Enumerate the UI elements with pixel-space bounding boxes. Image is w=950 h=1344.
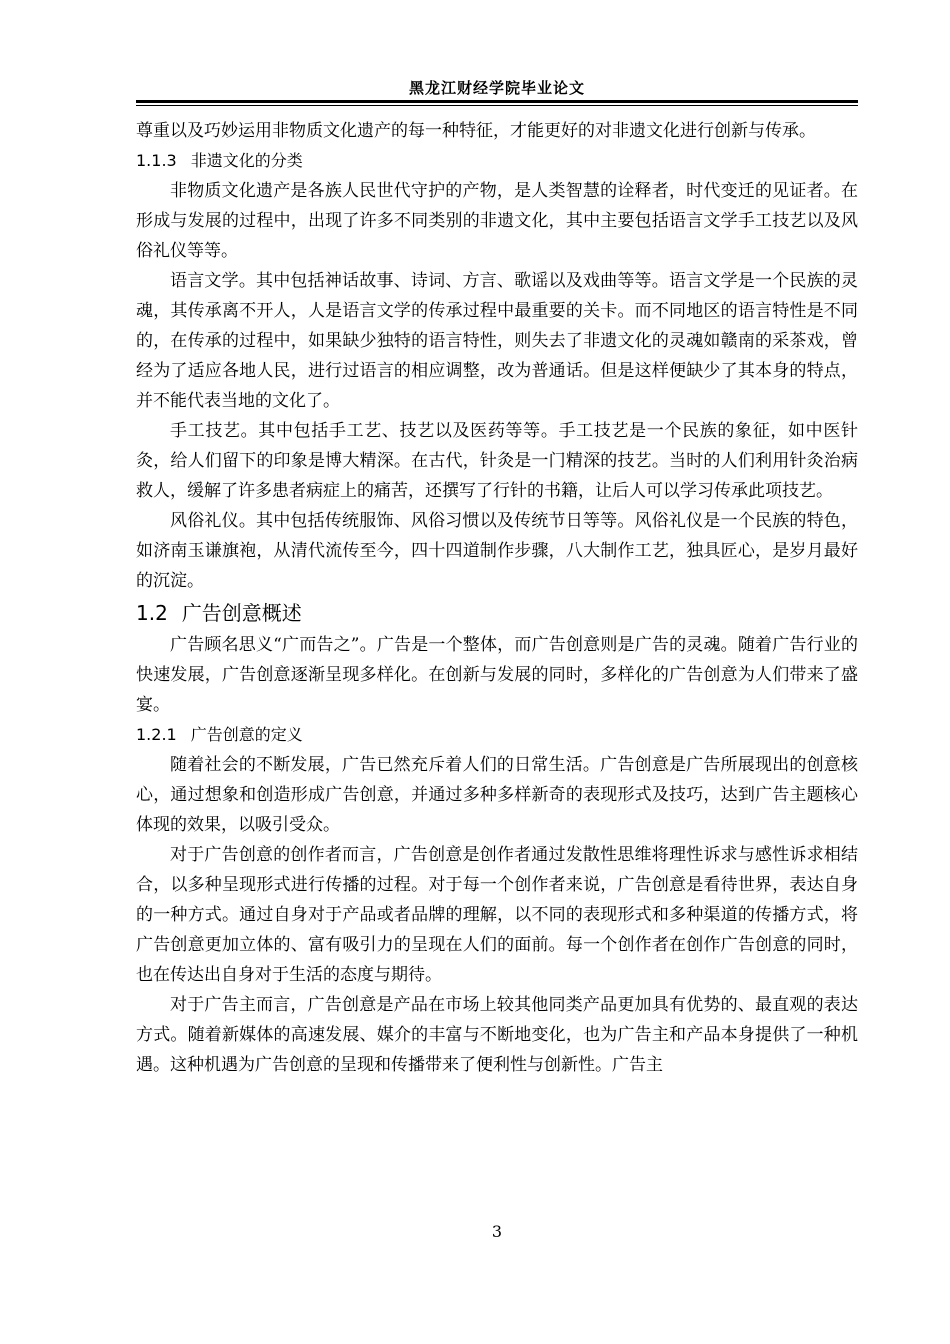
- section-title: 广告创意的定义: [190, 725, 303, 744]
- paragraph: 非物质文化遗产是各族人民世代守护的产物，是人类智慧的诠释者，时代变迁的见证者。在形成与发展的过程中，出现了许多不同类别的非遗文化，其中主要包括语言文学手工技艺以及风俗礼仪等等。: [136, 181, 858, 261]
- paragraph: 风俗礼仪。其中包括传统服饰、风俗习惯以及传统节日等等。风俗礼仪是一个民族的特色，如济南玉谦旗袍，从清代流传至今，四十四道制作步骤，八大制作工艺，独具匠心，是岁月最好的沉淀。: [136, 511, 858, 591]
- header-rule-thin: [136, 105, 858, 106]
- body-text: [136, 116, 858, 1080]
- section-heading-1-2: [136, 596, 858, 630]
- section-number: 1.1.3: [136, 151, 177, 170]
- paragraph: 语言文学。其中包括神话故事、诗词、方言、歌谣以及戏曲等等。语言文学是一个民族的灵魂，其传承离不开人，人是语言文学的传承过程中最重要的关卡。而不同地区的语言特性是不同的，在传承的过程中，如果缺少独特的语言特性，则失去了非遗文化的灵魂如赣南的采茶戏，曾经为了适应各地人民，进行过语言的相应调整，改为普通话。但是这样便缺少了其本身的特点，并不能代表当地的文化了。: [136, 271, 858, 411]
- section-title: 非遗文化的分类: [190, 151, 303, 170]
- section-number: 1.2.1: [136, 725, 177, 744]
- paragraph: 对于广告创意的创作者而言，广告创意是创作者通过发散性思维将理性诉求与感性诉求相结合，以多种呈现形式进行传播的过程。对于每一个创作者来说，广告创意是看待世界，表达自身的一种方式。通过自身对于产品或者品牌的理解，以不同的表现形式和多种渠道的传播方式，将广告创意更加立体的、富有吸引力的呈现在人们的面前。每一个创作者在创作广告创意的同时，也在传达出自身对于生活的态度与期待。: [136, 845, 858, 985]
- paragraph: 随着社会的不断发展，广告已然充斥着人们的日常生活。广告创意是广告所展现出的创意核心，通过想象和创造形成广告创意，并通过多种多样新奇的表现形式及技巧，达到广告主题核心体现的效果，以吸引受众。: [136, 755, 858, 835]
- running-header: 黑龙江财经学院毕业论文: [408, 79, 585, 97]
- continued-paragraph: 尊重以及巧妙运用非物质文化遗产的每一种特征，才能更好的对非遗文化进行创新与传承。: [136, 121, 816, 141]
- section-heading-1-1-3: [136, 146, 858, 176]
- header-rule-thick: [136, 100, 858, 103]
- page-number: 3: [491, 1222, 503, 1241]
- section-number: 1.2: [136, 601, 168, 625]
- paragraph: 手工技艺。其中包括手工艺、技艺以及医药等等。手工技艺是一个民族的象征，如中医针灸，给人们留下的印象是博大精深。在古代，针灸是一门精深的技艺。当时的人们利用针灸治病救人，缓解了许多患者病症上的痛苦，还撰写了行针的书籍，让后人可以学习传承此项技艺。: [136, 421, 858, 501]
- section-heading-1-2-1: [136, 720, 858, 750]
- section-title: 广告创意概述: [181, 601, 302, 625]
- paragraph: 广告顾名思义“广而告之”。广告是一个整体，而广告创意则是广告的灵魂。随着广告行业的快速发展，广告创意逐渐呈现多样化。在创新与发展的同时，多样化的广告创意为人们带来了盛宴。: [136, 635, 858, 715]
- paragraph: 对于广告主而言，广告创意是产品在市场上较其他同类产品更加具有优势的、最直观的表达方式。随着新媒体的高速发展、媒介的丰富与不断地变化，也为广告主和产品本身提供了一种机遇。这种机遇为广告创意的呈现和传播带来了便利性与创新性。广告主: [136, 995, 858, 1075]
